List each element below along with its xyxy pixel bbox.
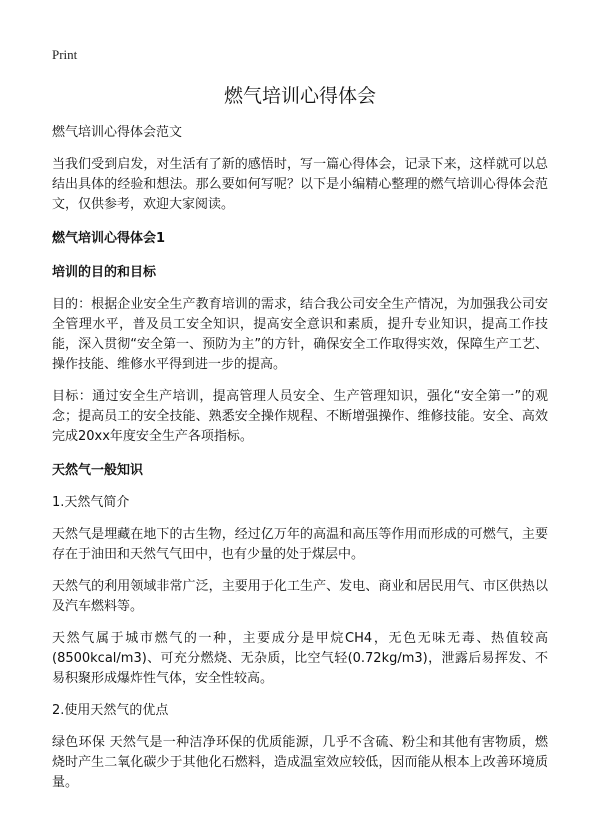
gas-paragraph-3: 天然气属于城市燃气的一种，主要成分是甲烷CH4，无色无味无毒、热值较高(8500kcal/m3)、可充分燃烧、无杂质，比空气轻(0.72kg/m3)，泄露后易挥发、不易积聚形成爆炸性气体，安全性较高。 (52, 631, 548, 686)
goal-heading: 培训的目的和目标 (52, 265, 157, 280)
goal-target-paragraph: 目标：通过安全生产培训，提高管理人员安全、生产管理知识，强化“安全第一”的观念；提高员工的安全技能、熟悉安全操作规程、不断增强操作、维修技能。安全、高效完成20xx年度安全生产各项指标。 (52, 389, 548, 444)
subtitle: 燃气培训心得体会范文 (52, 125, 183, 140)
goal-purpose-paragraph: 目的：根据企业安全生产教育培训的需求，结合我公司安全生产情况，为加强我公司安全管理水平，普及员工安全知识，提高安全意识和素质，提升专业知识，提高工作技能，深入贯彻“安全第一、预防为主”的方针，确保安全工作取得实效，保障生产工艺、操作技能、维修水平得到进一步的提高。 (52, 297, 548, 372)
intro-paragraph: 当我们受到启发，对生活有了新的感悟时，写一篇心得体会，记录下来，这样就可以总结出具体的经验和想法。那么要如何写呢？以下是小编精心整理的燃气培训心得体会范文，仅供参考，欢迎大家阅读。 (52, 157, 548, 212)
gas-paragraph-2: 天然气的利用领域非常广泛，主要用于化工生产、发电、商业和居民用气、市区供热以及汽车燃料等。 (52, 579, 548, 614)
gas-knowledge-heading: 天然气一般知识 (52, 463, 144, 478)
gas-advantages-paragraph: 绿色环保 天然气是一种洁净环保的优质能源，几乎不含硫、粉尘和其他有害物质，燃烧时产生二氧化碳少于其他化石燃料，造成温室效应较低，因而能从根本上改善环境质量。 (52, 735, 548, 790)
section-heading-1: 燃气培训心得体会1 (52, 231, 166, 246)
page-title: 燃气培训心得体会 (223, 85, 376, 107)
print-link[interactable]: Print (52, 47, 78, 62)
gas-advantages-heading: 2.使用天然气的优点 (52, 703, 169, 718)
gas-intro-heading: 1.天然气简介 (52, 495, 130, 510)
gas-paragraph-1: 天然气是埋藏在地下的古生物，经过亿万年的高温和高压等作用而形成的可燃气，主要存在于油田和天然气气田中，也有少量的处于煤层中。 (52, 527, 548, 562)
